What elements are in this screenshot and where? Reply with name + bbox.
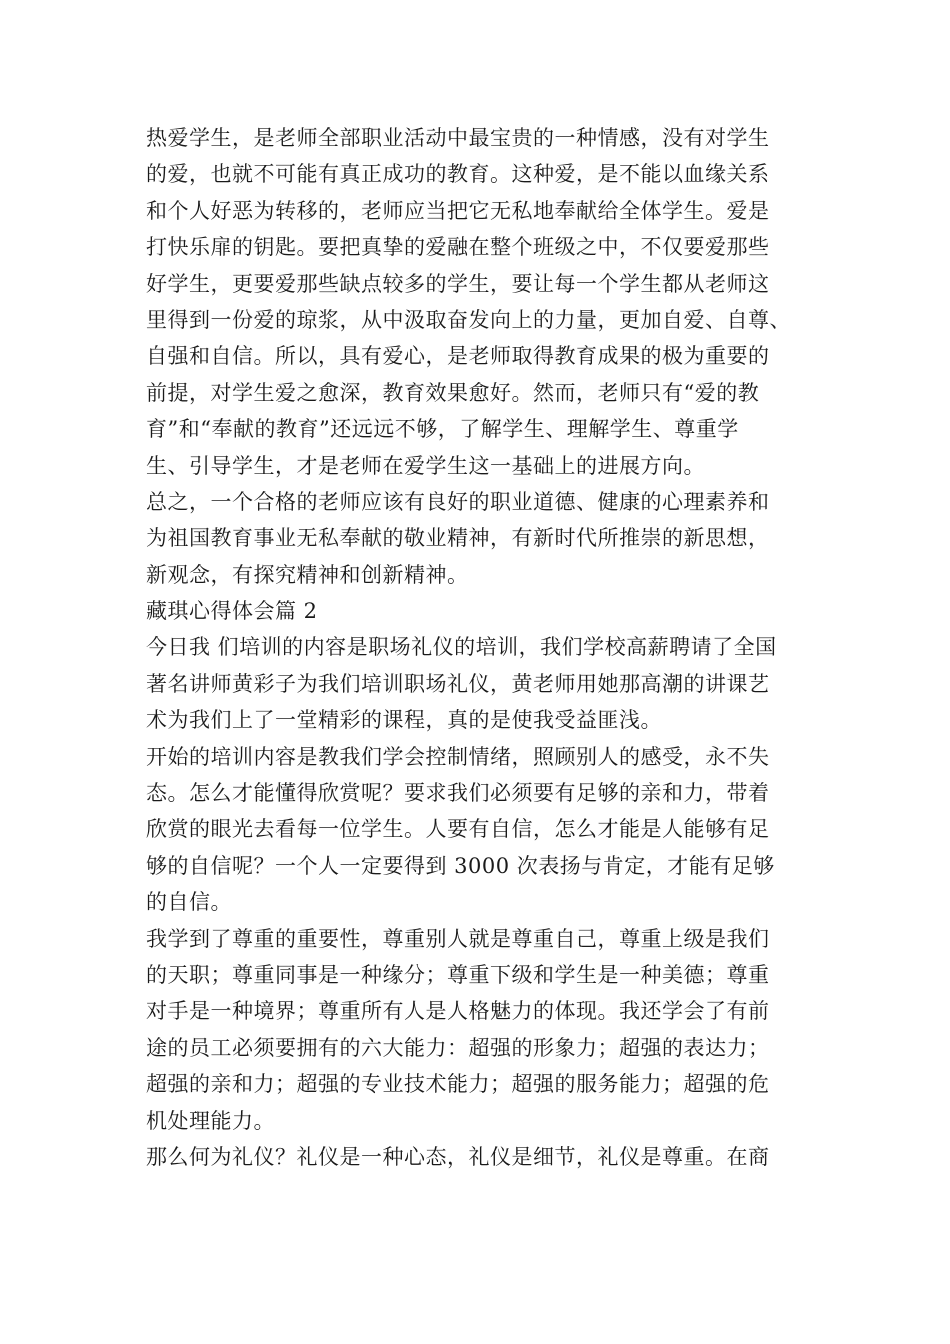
text-line: 开始的培训内容是教我们学会控制情绪，照顾别人的感受，永不失 [146,744,770,769]
text-line: 前提，对学生爱之愈深，教育效果愈好。然而，老师只有“爱的教 [146,380,760,405]
text-line: 打快乐扉的钥匙。要把真挚的爱融在整个班级之中，不仅要爱那些 [146,235,770,260]
text-line: 超强的亲和力；超强的专业技术能力；超强的服务能力；超强的危 [146,1072,770,1097]
section-heading: 藏琪心得体会篇 2 [146,599,318,624]
text-line: 总之，一个合格的老师应该有良好的职业道德、健康的心理素养和 [146,489,770,514]
text-line: 机处理能力。 [146,1108,275,1133]
text-line: 为祖国教育事业无私奉献的敬业精神，有新时代所推崇的新思想， [146,526,770,551]
text-line: 我学到了尊重的重要性，尊重别人就是尊重自己，尊重上级是我们 [146,926,770,951]
text-line: 自强和自信。所以，具有爱心，是老师取得教育成果的极为重要的 [146,344,770,369]
text-line: 够的自信呢？一个人一定要得到 3000 次表扬与肯定，才能有足够 [146,853,775,878]
text-line: 新观念，有探究精神和创新精神。 [146,562,469,587]
text-line: 生、引导学生，才是老师在爱学生这一基础上的进展方向。 [146,453,705,478]
text-line: 好学生，更要爱那些缺点较多的学生，要让每一个学生都从老师这 [146,271,770,296]
text-line: 热爱学生，是老师全部职业活动中最宝贵的一种情感，没有对学生 [146,126,770,150]
text-line: 里得到一份爱的琼浆，从中汲取奋发向上的力量，更加自爱、自尊、 [146,307,791,332]
text-line: 著名讲师黄彩子为我们培训职场礼仪，黄老师用她那高潮的讲课艺 [146,671,770,696]
text-line: 育”和“奉献的教育”还远远不够，了解学生、理解学生、尊重学 [146,417,739,442]
text-line: 对手是一种境界；尊重所有人是人格魅力的体现。我还学会了有前 [146,999,770,1024]
text-line: 的自信。 [146,890,232,915]
text-line: 的爱，也就不可能有真正成功的教育。这种爱，是不能以血缘关系 [146,162,770,187]
document-body [146,120,811,1175]
text-line: 欣赏的眼光去看每一位学生。人要有自信，怎么才能是人能够有足 [146,817,770,842]
text-line: 那么何为礼仪？礼仪是一种心态，礼仪是细节，礼仪是尊重。在商 [146,1144,770,1169]
text-line: 途的员工必须要拥有的六大能力：超强的形象力；超强的表达力； [146,1035,770,1060]
text-line: 态。怎么才能懂得欣赏呢？要求我们必须要有足够的亲和力，带着 [146,781,770,806]
text-line: 和个人好恶为转移的，老师应当把它无私地奉献给全体学生。爱是 [146,198,770,223]
text-line: 的天职；尊重同事是一种缘分；尊重下级和学生是一种美德；尊重 [146,962,770,987]
text-line: 术为我们上了一堂精彩的课程，真的是使我受益匪浅。 [146,708,662,733]
text-line: 今日我 们培训的内容是职场礼仪的培训，我们学校高薪聘请了全国 [146,635,777,660]
